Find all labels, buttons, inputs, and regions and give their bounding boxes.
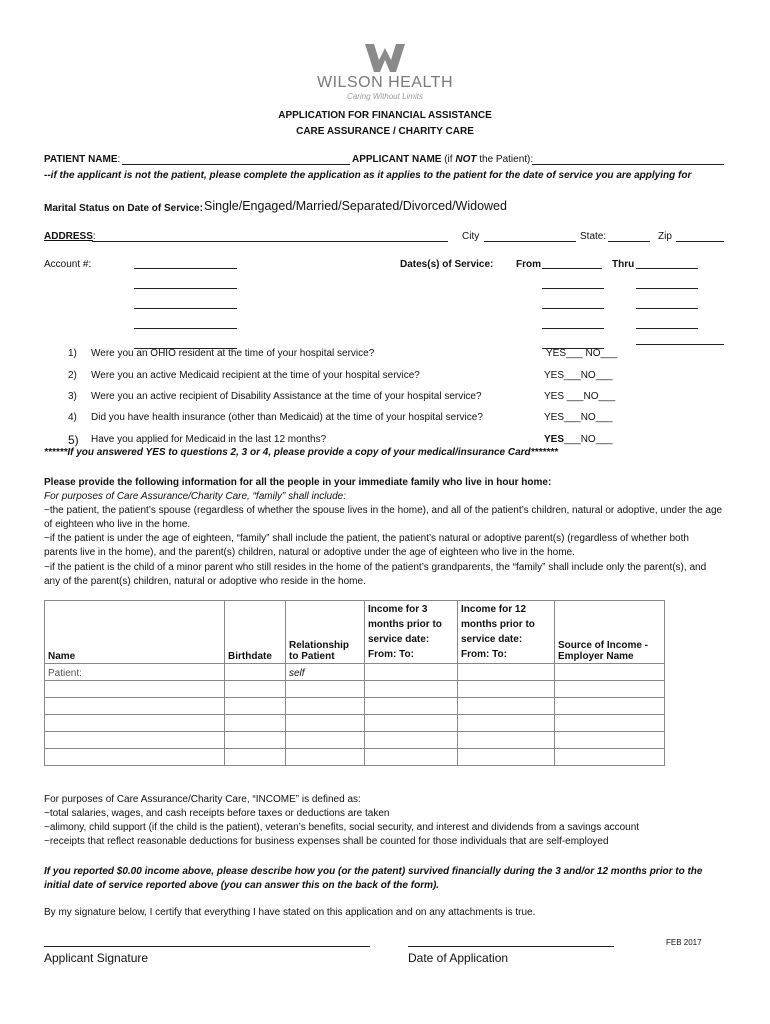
- cell[interactable]: [458, 681, 555, 698]
- city-field[interactable]: [484, 241, 576, 242]
- applicant-name-field[interactable]: [532, 164, 724, 165]
- birthdate-cell[interactable]: [225, 664, 286, 681]
- marital-status-label: Marital Status on Date of Service:: [44, 203, 203, 214]
- cell[interactable]: [225, 749, 286, 766]
- from-field-4[interactable]: [542, 328, 604, 329]
- applicant-note-pre: (if: [441, 154, 456, 165]
- account-field-2[interactable]: [134, 288, 237, 289]
- cell[interactable]: [286, 715, 365, 732]
- cell[interactable]: [286, 749, 365, 766]
- family-rule-3: ~if the patient is the child of a minor parent who still resides in the home of the patient’s grandparents, the “family” shall include only the parent(s), and any of the parent(s) children, natural or adoptive who reside in the home.: [44, 562, 707, 587]
- account-field-3[interactable]: [134, 308, 237, 309]
- account-label: Account #:: [44, 259, 92, 270]
- logo-name: WILSON HEALTH: [317, 74, 453, 91]
- applicant-signature-label: Applicant Signature: [44, 951, 149, 965]
- applicant-signature-field[interactable]: [44, 946, 370, 947]
- thru-field-4[interactable]: [636, 328, 698, 329]
- wilson-health-w-icon: [365, 44, 405, 72]
- cell[interactable]: [365, 749, 458, 766]
- family-rule-2: ~if the patient is under the age of eighteen, “family” shall include the patient, the patient’s natural or adoptive parent(s) (regardless of whether both parents live in the home), and the parent(s) children, natural or adoptive under the age of eighteen who live in the home.: [44, 533, 689, 558]
- address-label: ADDRESS:: [44, 231, 96, 242]
- question-5-text: Have you applied for Medicaid in the last 12 months?: [91, 434, 327, 445]
- patient-cell[interactable]: Patient:: [45, 664, 225, 681]
- cell[interactable]: [225, 732, 286, 749]
- applicant-note-not: NOT: [455, 154, 477, 165]
- patient-name-label: PATIENT NAME:: [44, 154, 121, 165]
- table-row: [45, 749, 665, 766]
- cell[interactable]: [365, 715, 458, 732]
- question-1-answer[interactable]: YES___ NO___: [546, 348, 618, 359]
- zip-label: Zip: [658, 231, 672, 242]
- family-subheading: For purposes of Care Assurance/Charity Care, “family” shall include:: [44, 491, 346, 502]
- family-heading: Please provide the following information for all the people in your immediate family who live in hour home:: [44, 477, 552, 488]
- question-1-number: 1): [68, 348, 77, 359]
- marital-status-options[interactable]: Single/Engaged/Married/Separated/Divorced/Widowed: [204, 199, 507, 213]
- cell[interactable]: [45, 681, 225, 698]
- form-date: FEB 2017: [666, 938, 702, 947]
- question-5-yes: YES: [544, 434, 565, 445]
- source-cell[interactable]: [555, 664, 665, 681]
- question-4-answer[interactable]: YES___NO___: [544, 412, 613, 423]
- cell[interactable]: [45, 749, 225, 766]
- income-12-cell[interactable]: [458, 664, 555, 681]
- zero-income-note: If you reported $0.00 income above, please describe how you (or the patent) survived financially during the 3 and/or 12 months prior to the initial date of service reported above (you can answer this on the back of the form).: [44, 866, 703, 891]
- cell[interactable]: [225, 715, 286, 732]
- wilson-health-logo: [0, 44, 770, 101]
- cell[interactable]: [555, 715, 665, 732]
- col-birthdate: Birthdate: [225, 601, 286, 664]
- family-rule-1: ~the patient, the patient’s spouse (regardless of whether the spouse lives in the home), and all of the patient’s children, natural or adoptive, under the age of eighteen who live in the home.: [44, 505, 723, 530]
- cell[interactable]: [45, 732, 225, 749]
- thru-field-5[interactable]: [636, 344, 724, 345]
- applicant-name-text: APPLICANT NAME: [352, 154, 442, 165]
- cell[interactable]: [45, 698, 225, 715]
- question-2-text: Were you an active Medicaid recipient at the time of your hospital service?: [91, 370, 420, 381]
- cell[interactable]: [286, 698, 365, 715]
- question-4-number: 4): [68, 412, 77, 423]
- col-income-source: Source of Income - Employer Name: [555, 601, 665, 664]
- cell[interactable]: [555, 749, 665, 766]
- cell[interactable]: [365, 732, 458, 749]
- table-row: [45, 732, 665, 749]
- cell[interactable]: [555, 698, 665, 715]
- from-label: From: [516, 259, 541, 270]
- cell[interactable]: [286, 681, 365, 698]
- table-row: [45, 681, 665, 698]
- question-2-answer[interactable]: YES___NO___: [544, 370, 613, 381]
- patient-name-text: PATIENT NAME: [44, 154, 118, 165]
- form-subtitle: CARE ASSURANCE / CHARITY CARE: [296, 126, 474, 137]
- city-label: City: [462, 231, 480, 242]
- date-of-application-label: Date of Application: [408, 951, 509, 965]
- question-5-answer[interactable]: [544, 434, 612, 445]
- from-field-1[interactable]: [542, 268, 602, 269]
- col-relationship: Relationship to Patient: [286, 601, 365, 664]
- col-income-12-months: Income for 12 months prior to service date: From: To:: [458, 601, 555, 664]
- applicant-note-post: the Patient):: [476, 154, 534, 165]
- state-label: State:: [580, 231, 607, 242]
- question-5-rest: ___NO___: [564, 434, 613, 445]
- from-field-3[interactable]: [542, 308, 604, 309]
- question-3-text: Were you an active recipient of Disability Assistance at the time of your hospital service?: [91, 391, 482, 402]
- account-field-4[interactable]: [134, 328, 237, 329]
- cell[interactable]: [458, 749, 555, 766]
- cell[interactable]: [45, 715, 225, 732]
- cell[interactable]: [286, 732, 365, 749]
- zip-field[interactable]: [676, 241, 724, 242]
- question-4-text: Did you have health insurance (other than Medicaid) at the time of your hospital service?: [91, 412, 483, 423]
- col-income-3-months: Income for 3 months prior to service date: From: To:: [365, 601, 458, 664]
- income-rule-2: ~alimony, child support (if the child is the patient), veteran’s benefits, social security, and interest and dividends from a savings account: [44, 822, 640, 833]
- from-field-2[interactable]: [542, 288, 604, 289]
- dates-of-service-label: Dates(s) of Service:: [400, 259, 494, 270]
- question-3-number: 3): [68, 391, 77, 402]
- thru-field-2[interactable]: [636, 288, 698, 289]
- family-table: [44, 600, 665, 766]
- form-title: APPLICATION FOR FINANCIAL ASSISTANCE: [278, 110, 492, 121]
- thru-field-1[interactable]: [636, 268, 698, 269]
- table-row: [45, 715, 665, 732]
- address-text: ADDRESS: [44, 231, 93, 242]
- cell[interactable]: [555, 732, 665, 749]
- question-3-answer[interactable]: YES ___NO___: [544, 391, 616, 402]
- applicant-name-label: [352, 154, 533, 165]
- cell[interactable]: [365, 681, 458, 698]
- table-row: [45, 664, 665, 681]
- thru-field-3[interactable]: [636, 308, 698, 309]
- income-rule-1: ~total salaries, wages, and cash receipts before taxes or deductions are taken: [44, 808, 390, 819]
- account-field-1[interactable]: [134, 268, 237, 269]
- cell[interactable]: [555, 681, 665, 698]
- logo-tagline: Caring Without Limits: [347, 92, 423, 101]
- income-intro: For purposes of Care Assurance/Charity Care, “INCOME” is defined as:: [44, 794, 361, 805]
- relationship-cell[interactable]: self: [286, 664, 365, 681]
- cell[interactable]: [225, 698, 286, 715]
- state-field[interactable]: [608, 241, 650, 242]
- cell[interactable]: [365, 698, 458, 715]
- cell[interactable]: [458, 715, 555, 732]
- address-field[interactable]: [92, 241, 448, 242]
- applicant-instruction: --if the applicant is not the patient, please complete the application as it applies to the patient for the date of service you are applying for: [44, 170, 692, 181]
- question-1-text: Were you an OHIO resident at the time of your hospital service?: [91, 348, 375, 359]
- table-row: [45, 698, 665, 715]
- cell[interactable]: [225, 681, 286, 698]
- cell[interactable]: [458, 698, 555, 715]
- col-name: Name: [45, 601, 225, 664]
- question-5-number: 5): [68, 433, 79, 447]
- patient-name-field[interactable]: [122, 164, 350, 165]
- cell[interactable]: [458, 732, 555, 749]
- table-header-row: [45, 601, 665, 664]
- yes-note: ******If you answered YES to questions 2, 3 or 4, please provide a copy of your medical/insurance Card*******: [44, 447, 558, 458]
- certification-text: By my signature below, I certify that everything I have stated on this application and on any attachments is true.: [44, 907, 536, 918]
- income-rule-3: ~receipts that reflect reasonable deductions for business expenses shall be counted for those individuals that are self-employed: [44, 836, 609, 847]
- question-2-number: 2): [68, 370, 77, 381]
- income-3-cell[interactable]: [365, 664, 458, 681]
- date-of-application-field[interactable]: [408, 946, 614, 947]
- thru-label: Thru: [612, 259, 635, 270]
